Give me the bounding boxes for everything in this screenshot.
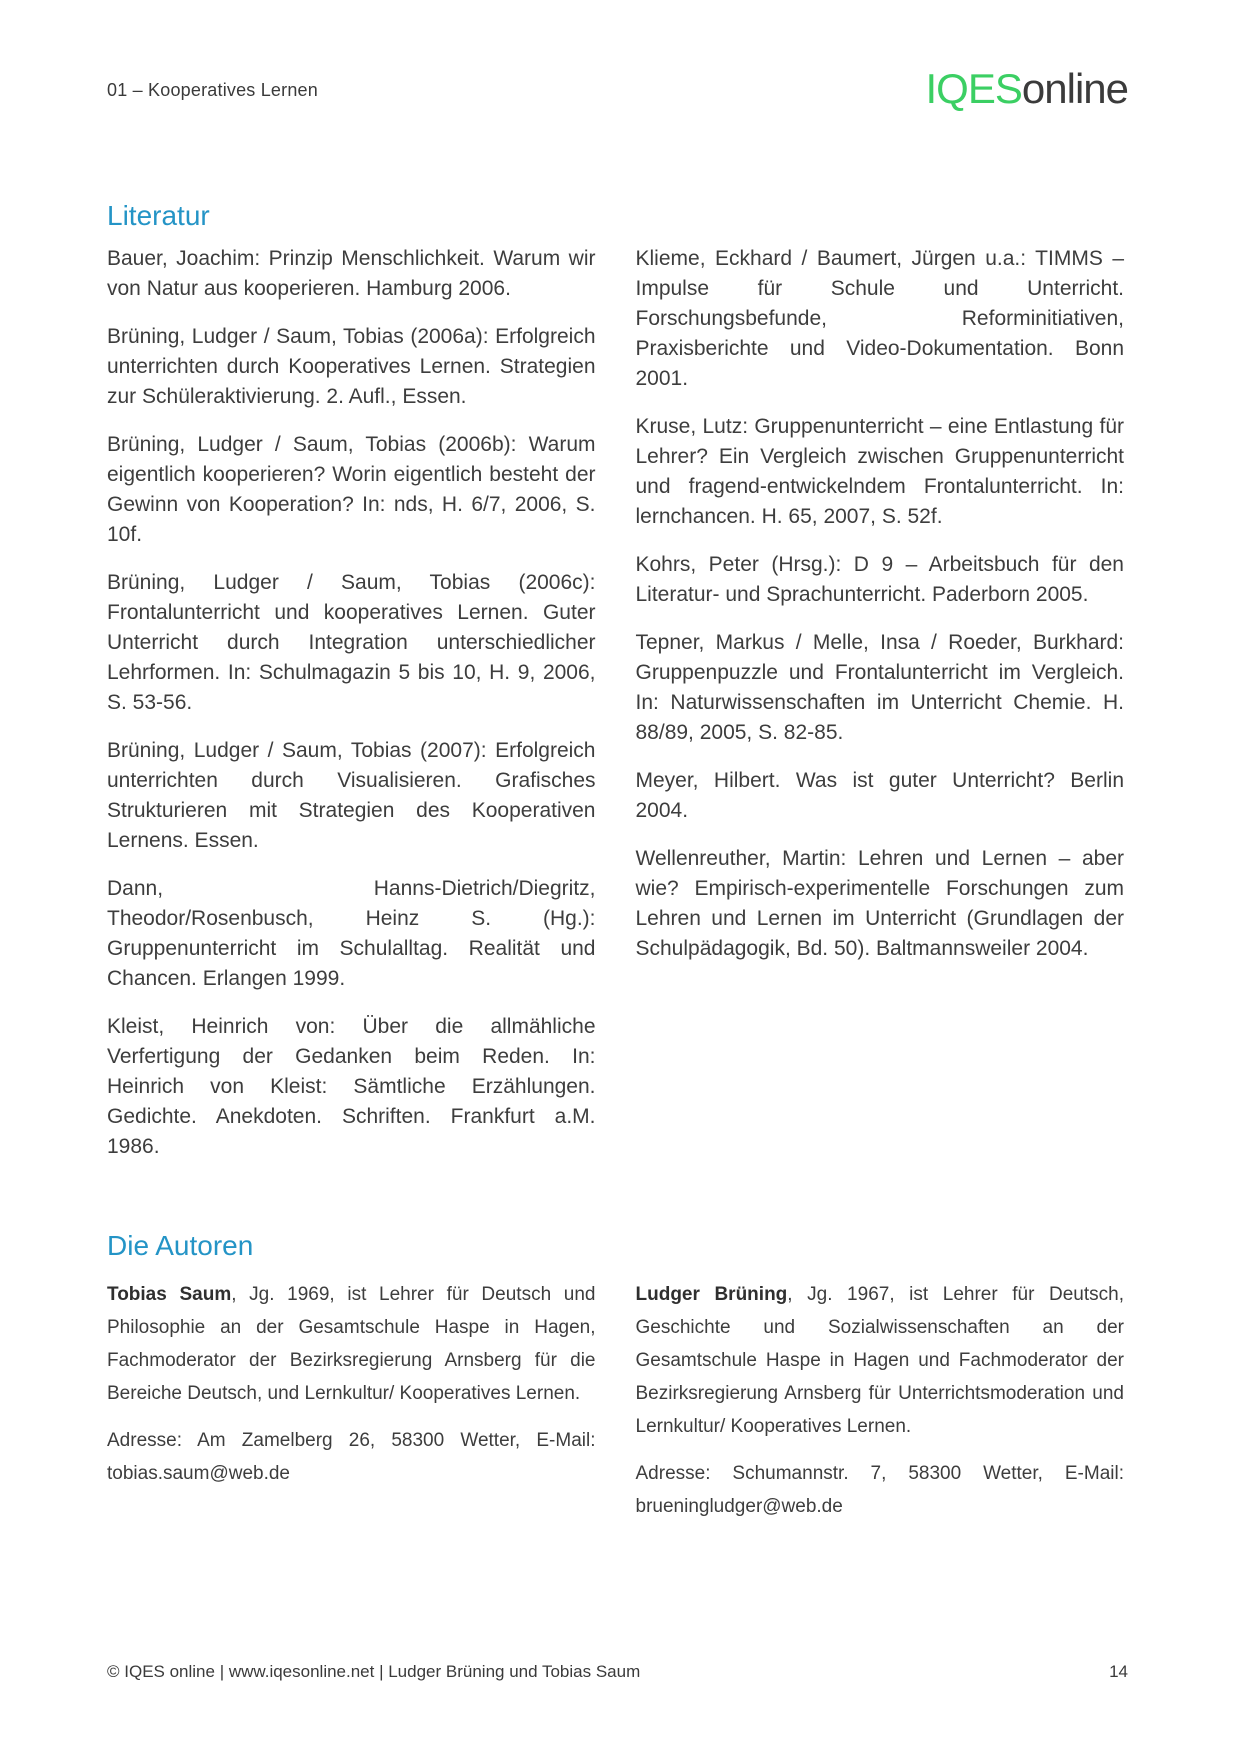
author-bio-text [636, 1278, 1125, 1443]
bib-entry: Brüning, Ludger / Saum, Tobias (2007): Erfolgreich unterrichten durch Visualisieren. Grafisches Strukturieren mit Strategien des Kooperativen Lernens. Essen. [107, 739, 596, 852]
bib-entry: Kleist, Heinrich von: Über die allmähliche Verfertigung der Gedanken beim Reden. In: Heinrich von Kleist: Sämtliche Erzählungen. Gedichte. Anekdoten. Schriften. Frankfurt a.M. 1986. [107, 1015, 596, 1158]
page-number: 14 [1109, 1662, 1128, 1681]
bib-entry: Brüning, Ludger / Saum, Tobias (2006b): Warum eigentlich kooperieren? Worin eigentlich besteht der Gewinn von Kooperation? In: nds, H. 6/7, 2006, S. 10f. [107, 433, 596, 546]
logo-online-text: online [1021, 65, 1128, 112]
author-bio-saum [107, 1278, 596, 1523]
literatur-column-left [107, 244, 596, 1162]
footer-copyright: © IQES online | www.iqesonline.net | Ludger Brüning und Tobias Saum [107, 1662, 641, 1681]
author-bio-body: , Jg. 1969, ist Lehrer für Deutsch und Philosophie an der Gesamtschule Haspe in Hagen, Fachmoderator der Bezirksregierung Arnsberg für die Bereiche Deutsch, und Lernkultur/ Kooperatives Lernen. [107, 1284, 596, 1404]
bib-entry: Kruse, Lutz: Gruppenunterricht – eine Entlastung für Lehrer? Ein Vergleich zwischen Gruppenunterricht und fragend-entwickelndem Frontalunterricht. In: lernchancen. H. 65, 2007, S. 52f. [635, 415, 1124, 528]
bib-entry: Dann, Hanns-Dietrich/Diegritz, Theodor/Rosenbusch, Heinz S. (Hg.): Gruppenunterricht im Schulalltag. Realität und Chancen. Erlangen 1999. [107, 877, 596, 990]
bib-entry: Brüning, Ludger / Saum, Tobias (2006c): Frontalunterricht und kooperatives Lernen. Guter Unterricht durch Integration unterschiedlicher Lehrformen. In: Schulmagazin 5 bis 10, H. 9, 2006, S. 53-56. [107, 571, 596, 714]
bib-entry: Meyer, Hilbert. Was ist guter Unterricht? Berlin 2004. [635, 769, 1124, 822]
bib-entry: Brüning, Ludger / Saum, Tobias (2006a): Erfolgreich unterrichten durch Kooperatives Lernen. Strategien zur Schüleraktivierung. 2. Aufl., Essen. [107, 325, 596, 408]
bib-entry: Tepner, Markus / Melle, Insa / Roeder, Burkhard: Gruppenpuzzle und Frontalunterricht im Vergleich. In: Naturwissenschaften im Unterricht Chemie. H. 88/89, 2005, S. 82-85. [635, 631, 1124, 744]
author-address: Adresse: Schumannstr. 7, 58300 Wetter, E-Mail: brueningludger@web.de [635, 1463, 1124, 1517]
literatur-columns [107, 244, 1124, 1162]
author-bio-text [107, 1278, 596, 1410]
iqes-logo [925, 65, 1128, 112]
page-content [107, 198, 1124, 1523]
author-address: Adresse: Am Zamelberg 26, 58300 Wetter, E-Mail: tobias.saum@web.de [107, 1430, 596, 1484]
bib-entry: Klieme, Eckhard / Baumert, Jürgen u.a.: TIMMS – Impulse für Schule und Unterricht. Forschungsbefunde, Reforminitiativen, Praxisberichte und Video-Dokumentation. Bonn 2001. [635, 247, 1124, 390]
author-bio-bruening [636, 1278, 1125, 1523]
page-footer [107, 1662, 1128, 1682]
chapter-title: 01 – Kooperatives Lernen [107, 80, 318, 100]
autoren-columns [107, 1278, 1124, 1523]
bib-entry: Wellenreuther, Martin: Lehren und Lernen – aber wie? Empirisch-experimentelle Forschungen zum Lehren und Lernen im Unterricht (Grundlagen der Schulpädagogik, Bd. 50). Baltmannsweiler 2004. [635, 847, 1124, 960]
author-name: Ludger Brüning [635, 1284, 788, 1305]
author-bio-body: , Jg. 1967, ist Lehrer für Deutsch, Geschichte und Sozialwissenschaften an der Gesamtschule Haspe in Hagen und Fachmoderator der Bezirksregierung Arnsberg für Unterrichtsmoderation und Lernkultur/ Kooperatives Lernen. [635, 1284, 1124, 1437]
logo-iqes-text: IQES [925, 65, 1022, 112]
literatur-column-right [636, 244, 1125, 1162]
bib-entry: Bauer, Joachim: Prinzip Menschlichkeit. Warum wir von Natur aus kooperieren. Hamburg 2006. [107, 247, 596, 300]
section-literatur [107, 198, 1124, 1162]
author-name: Tobias Saum [107, 1284, 232, 1305]
bib-entry: Kohrs, Peter (Hrsg.): D 9 – Arbeitsbuch für den Literatur- und Sprachunterricht. Paderborn 2005. [635, 553, 1124, 606]
autoren-heading: Die Autoren [107, 1230, 254, 1261]
section-autoren [107, 1228, 1124, 1523]
literatur-heading: Literatur [107, 200, 210, 231]
